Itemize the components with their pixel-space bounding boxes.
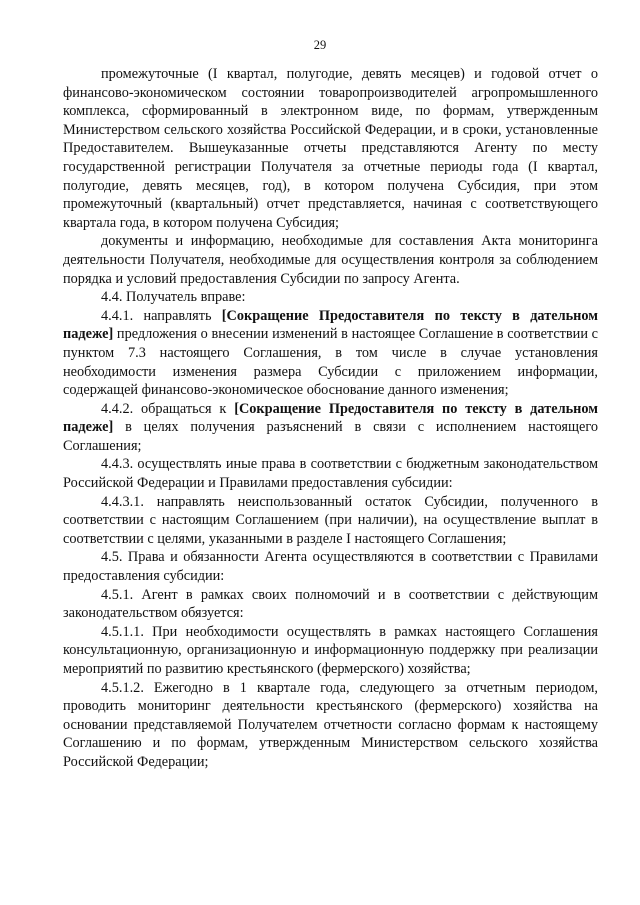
paragraph-4-5-1: 4.5.1. Агент в рамках своих полномочий и в соответствии с действующим законодательством обязуется: [63, 586, 598, 622]
placeholder-grantor-abbreviation: [Сокращение Предоставителя по тексту в дательном падеже] [63, 400, 598, 436]
clause-text: в целях получения разъяснений в связи с исполнением настоящего Соглашения; [63, 419, 598, 454]
paragraph-monitoring-documents: документы и информацию, необходимые для составления Акта мониторинга деятельности Получателя, необходимые для осуществления контроля за соблюдением порядка и условий предоставления Субсидии по запросу Агента. [63, 233, 598, 287]
paragraph-4-4-2 [63, 400, 598, 456]
clause-text: 4.4.1. направлять [101, 307, 222, 324]
paragraph-4-4-3-1: 4.4.3.1. направлять неиспользованный остаток Субсидии, полученного в соответствии с настоящим Соглашением (при наличии), на осуществление выплат в соответствии с целями, указанными в разделе I настоящего Соглашения; [63, 493, 598, 547]
paragraph-4-5-1-1: 4.5.1.1. При необходимости осуществлять в рамках настоящего Соглашения консультационную, организационную и информационную поддержку при реализации мероприятий по развитию крестьянского (фермерского) хозяйства; [63, 623, 598, 677]
clause-text: предложения о внесении изменений в настоящее Соглашение в соответствии с пунктом 7.3 настоящего Соглашения, в том числе в случае установления необходимости изменения размера Субсидии с приложением информации, содержащей финансово-экономическое обоснование данного изменения; [63, 326, 598, 399]
clause-text: 4.4.2. обращаться к [101, 400, 235, 417]
paragraph-4-4-3: 4.4.3. осуществлять иные права в соответствии с бюджетным законодательством Российской Федерации и Правилами предоставления субсидии: [63, 456, 598, 492]
document-body [63, 65, 598, 772]
paragraph-4-4-1 [63, 307, 598, 400]
paragraph-reporting-obligation: промежуточные (I квартал, полугодие, девять месяцев) и годовой отчет о финансово-экономическом состоянии товаропроизводителей агропромышленного комплекса, сформированный в электронном виде, по формам, утвержденным Министерством сельского хозяйства Российской Федерации, и в сроки, установленные Предоставителем. Вышеуказанные отчеты представляются Агенту по месту государственной регистрации Получателя за отчетные периоды года (I квартал, полугодие, девять месяцев, год), в котором получена Субсидия, при этом промежуточный (квартальный) отчет представляется, начиная с соответствующего квартала года, в котором получена Субсидия; [63, 66, 598, 231]
paragraph-4-5: 4.5. Права и обязанности Агента осуществляются в соответствии с Правилами предоставления субсидии: [63, 549, 598, 585]
paragraph-recipient-rights-heading: 4.4. Получатель вправе: [101, 289, 246, 306]
placeholder-grantor-abbreviation: [Сокращение Предоставителя по тексту в дательном падеже] [63, 307, 599, 343]
page-number: 29 [313, 38, 327, 52]
paragraph-4-5-1-2: 4.5.1.2. Ежегодно в 1 квартале года, следующего за отчетным периодом, проводить мониторинг деятельности крестьянского (фермерского) хозяйства на основании представляемой Получателем отчетности согласно формам к настоящему Соглашению и по формам, утвержденным Министерством сельского хозяйства Российской Федерации; [63, 679, 598, 770]
